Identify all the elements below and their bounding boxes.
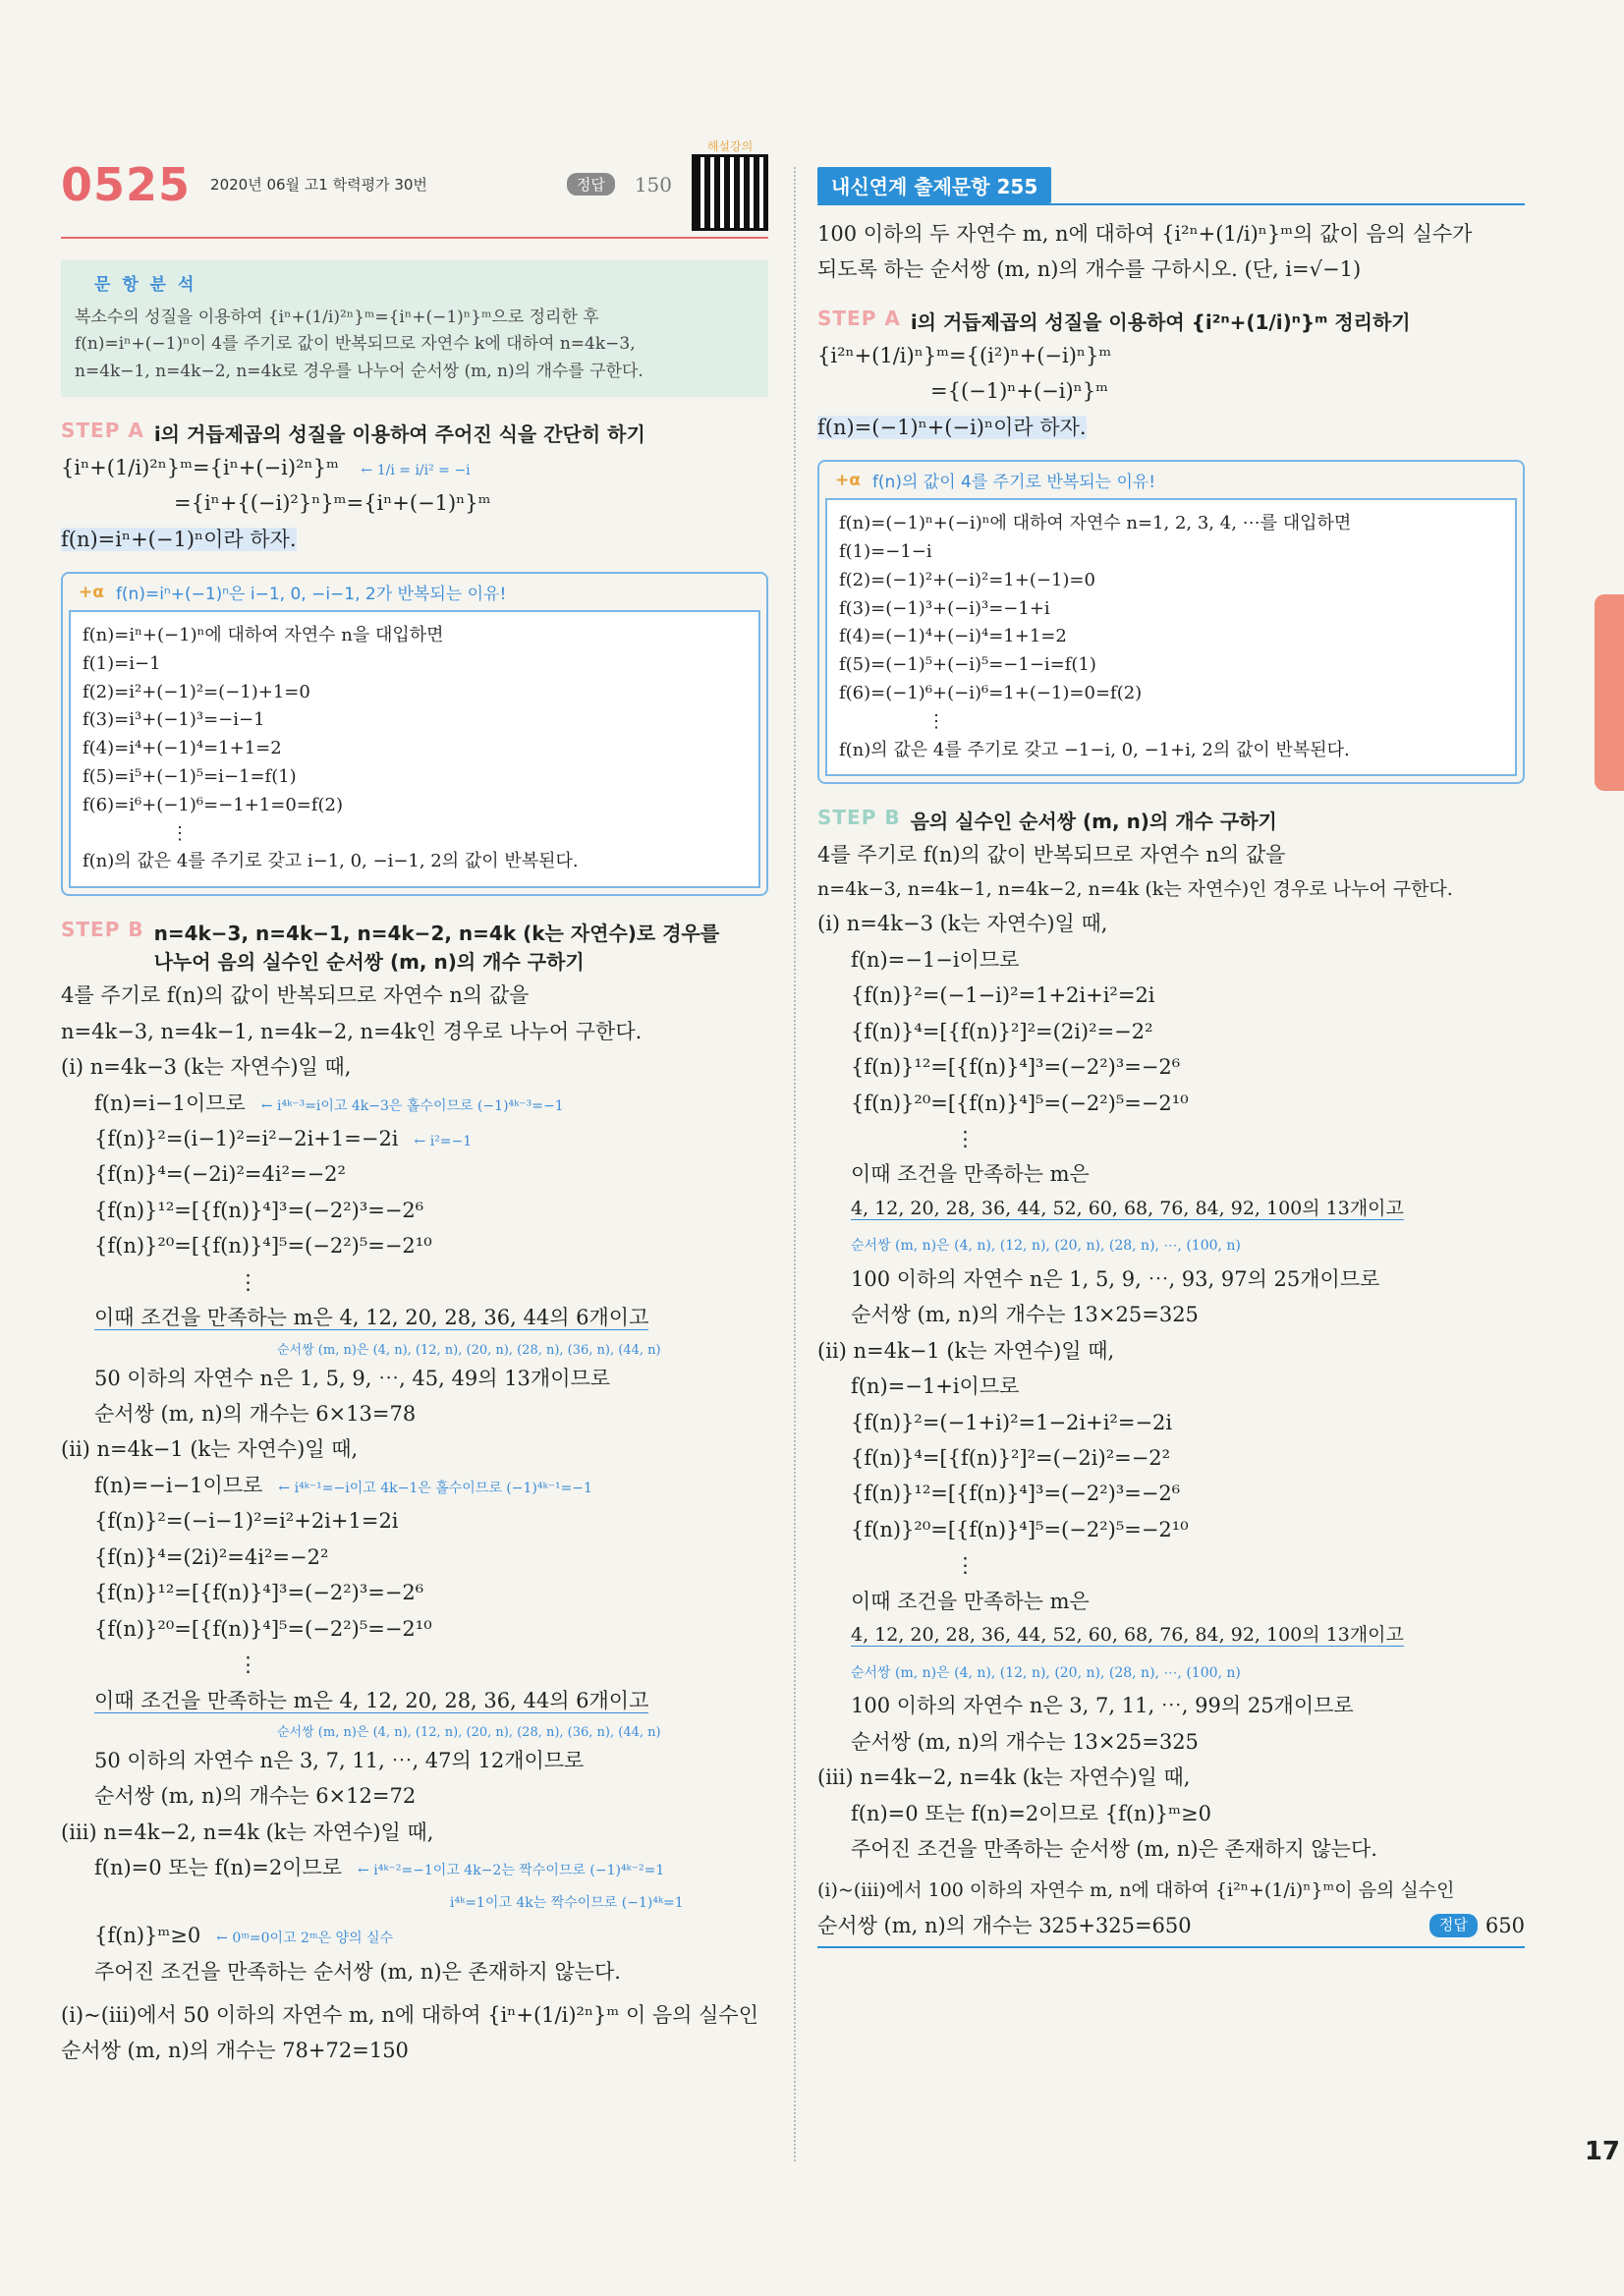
step-a-heading bbox=[817, 307, 1525, 335]
sub-note: 순서쌍 (m, n)은 (4, n), (12, n), (20, n), (28, n), (36, n), (44, n) bbox=[277, 1724, 661, 1740]
math-line: ={iⁿ+{(−i)²}ⁿ}ᵐ={iⁿ+(−1)ⁿ}ᵐ bbox=[174, 491, 491, 516]
sub-note: 순서쌍 (m, n)은 (4, n), (12, n), (20, n), (28, n), ⋯, (100, n) bbox=[851, 1664, 1241, 1681]
text-line: n=4k−3, n=4k−1, n=4k−2, n=4k (k는 자연수)인 경우로 나누어 구한다. bbox=[817, 877, 1453, 900]
answer-badge: 정답 bbox=[567, 173, 615, 196]
step-b-title-2: 나누어 음의 실수인 순서쌍 (m, n)의 개수 구하기 bbox=[153, 950, 585, 975]
box-line: f(1)=−1−i bbox=[839, 540, 932, 562]
case-heading: (ⅲ) n=4k−2, n=4k (k는 자연수)일 때, bbox=[817, 1765, 1191, 1790]
math-line: {f(n)}²⁰=[{f(n)}⁴]⁵=(−2²)⁵=−2¹⁰ bbox=[94, 1616, 432, 1641]
text-line: 순서쌍 (m, n)의 개수는 13×25=325 bbox=[851, 1303, 1199, 1327]
math-expr: {f(n)}²=(i−1)²=i²−2i+1=−2i bbox=[94, 1126, 399, 1150]
box-line: f(1)=i−1 bbox=[83, 652, 161, 674]
math-line: {f(n)}⁴=[{f(n)}²]²=(−2i)²=−2² bbox=[851, 1446, 1171, 1471]
question-line: 되도록 하는 순서쌍 (m, n)의 개수를 구하시오. (단, i=√−1) bbox=[817, 257, 1362, 282]
sub-note-line bbox=[817, 1655, 1525, 1685]
box-line: f(2)=i²+(−1)²=(−1)+1=0 bbox=[83, 681, 310, 702]
step-a-heading bbox=[61, 419, 768, 447]
underlined-text: 4, 12, 20, 28, 36, 44, 52, 60, 68, 76, 84, 92, 100의 13개이고 bbox=[851, 1197, 1404, 1219]
math-line: {f(n)}²=(−i−1)²=i²+2i+1=2i bbox=[94, 1509, 399, 1534]
conclusion-text: 순서쌍 (m, n)의 개수는 325+325=650 bbox=[817, 1913, 1192, 1937]
definition-line bbox=[817, 413, 1525, 442]
plus-alpha-box bbox=[817, 460, 1525, 784]
box-line: f(6)=i⁶+(−1)⁶=−1+1=0=f(2) bbox=[83, 794, 344, 815]
math-line: {f(n)}¹²=[{f(n)}⁴]³=(−2²)³=−2⁶ bbox=[94, 1581, 424, 1605]
conclusion-line: 순서쌍 (m, n)의 개수는 78+72=150 bbox=[61, 2039, 409, 2063]
box-line: f(5)=(−1)⁵+(−i)⁵=−1−i=f(1) bbox=[839, 654, 1096, 676]
naesin-badge: 내신연계 출제문항 255 bbox=[817, 167, 1051, 203]
math-line: {f(n)}¹²=[{f(n)}⁴]³=(−2²)³=−2⁶ bbox=[94, 1198, 424, 1222]
plus-alpha-icon: +α bbox=[835, 470, 861, 490]
text-line: n=4k−3, n=4k−1, n=4k−2, n=4k인 경우로 나누어 구한다. bbox=[61, 1019, 643, 1043]
analysis-line: n=4k−1, n=4k−2, n=4k로 경우를 나누어 순서쌍 (m, n)의 개수를 구한다. bbox=[75, 361, 644, 381]
text-line: 주어진 조건을 만족하는 순서쌍 (m, n)은 존재하지 않는다. bbox=[94, 1959, 621, 1984]
step-b-title bbox=[154, 918, 720, 975]
box-line: f(2)=(−1)²+(−i)²=1+(−1)=0 bbox=[839, 569, 1095, 590]
math-line: {i²ⁿ+(1/i)ⁿ}ᵐ={(i²)ⁿ+(−i)ⁿ}ᵐ bbox=[817, 343, 1112, 367]
left-column bbox=[61, 138, 768, 2072]
math-line: {f(n)}⁴=(−2i)²=4i²=−2² bbox=[94, 1162, 346, 1187]
definition-line bbox=[61, 525, 768, 554]
step-b-heading bbox=[817, 806, 1525, 834]
step-a-title: i의 거듭제곱의 성질을 이용하여 {i²ⁿ+(1/i)ⁿ}ᵐ 정리하기 bbox=[910, 309, 1411, 334]
case-heading: (ⅱ) n=4k−1 (k는 자연수)일 때, bbox=[817, 1338, 1115, 1363]
conclusion-line: (ⅰ)~(ⅲ)에서 100 이하의 자연수 m, n에 대하여 {i²ⁿ+(1/i)ⁿ}ᵐ이 음의 실수인 bbox=[817, 1879, 1455, 1902]
case-heading: (ⅲ) n=4k−2, n=4k (k는 자연수)일 때, bbox=[61, 1820, 434, 1844]
text-line: 주어진 조건을 만족하는 순서쌍 (m, n)은 존재하지 않는다. bbox=[851, 1836, 1377, 1861]
step-a-tag: STEP A bbox=[61, 418, 144, 442]
step-a-title: i의 거듭제곱의 성질을 이용하여 주어진 식을 간단히 하기 bbox=[153, 421, 645, 446]
side-note: ← 1/i = i/i² = −i bbox=[361, 462, 471, 478]
math-expr: f(n)=0 또는 f(n)=2이므로 bbox=[94, 1856, 343, 1880]
math-line: f(n)=−1+i이므로 bbox=[851, 1374, 1020, 1399]
case-heading: (ⅰ) n=4k−3 (k는 자연수)일 때, bbox=[61, 1055, 352, 1080]
qr-label: 해설강의 bbox=[706, 140, 754, 153]
answer-value: 150 bbox=[634, 172, 672, 196]
sub-note: 순서쌍 (m, n)은 (4, n), (12, n), (20, n), (28, n), (36, n), (44, n) bbox=[277, 1342, 661, 1358]
qr-block[interactable] bbox=[692, 138, 768, 231]
page-number: 17 bbox=[1584, 2137, 1620, 2166]
math-line: {f(n)}¹²=[{f(n)}⁴]³=(−2²)³=−2⁶ bbox=[851, 1055, 1181, 1080]
math-line: {f(n)}²=(−1−i)²=1+2i+i²=2i bbox=[851, 983, 1155, 1008]
problem-header bbox=[61, 138, 768, 239]
sub-note: 순서쌍 (m, n)은 (4, n), (12, n), (20, n), (28, n), ⋯, (100, n) bbox=[851, 1238, 1241, 1255]
box-line: f(5)=i⁵+(−1)⁵=i−1=f(1) bbox=[83, 766, 297, 788]
math-line: ⋮ bbox=[955, 1126, 976, 1150]
chapter-tab[interactable] bbox=[1595, 594, 1624, 791]
text-line: 100 이하의 자연수 n은 3, 7, 11, ⋯, 99의 25개이므로 bbox=[851, 1694, 1354, 1718]
text-line bbox=[61, 1303, 768, 1332]
text-line: 4를 주기로 f(n)의 값이 반복되므로 자연수 n의 값을 bbox=[817, 843, 1286, 868]
text-line: 순서쌍 (m, n)의 개수는 6×12=72 bbox=[94, 1784, 417, 1809]
box-line: ⋮ bbox=[927, 710, 945, 732]
math-line: {f(n)}⁴=[{f(n)}²]²=(2i)²=−2² bbox=[851, 1019, 1153, 1043]
box-line: f(n)의 값은 4를 주기로 갖고 i−1, 0, −i−1, 2의 값이 반복된다. bbox=[83, 851, 579, 872]
answer-badge: 정답 bbox=[1429, 1914, 1478, 1937]
case-heading: (ⅰ) n=4k−3 (k는 자연수)일 때, bbox=[817, 912, 1108, 936]
step-b-tag: STEP B bbox=[61, 918, 144, 942]
analysis-title: 문 항 분 석 bbox=[94, 275, 197, 295]
definition-text: f(n)=iⁿ+(−1)ⁿ이라 하자. bbox=[61, 527, 297, 551]
box-title: f(n)=iⁿ+(−1)ⁿ은 i−1, 0, −i−1, 2가 반복되는 이유! bbox=[115, 585, 507, 605]
side-note: ← i⁴ᵏ⁻²=−1이고 4k−2는 짝수이므로 (−1)⁴ᵏ⁻²=1 bbox=[358, 1863, 665, 1879]
side-note: ← 0ᵐ=0이고 2ᵐ은 양의 실수 bbox=[216, 1931, 394, 1947]
box-line: f(n)=(−1)ⁿ+(−i)ⁿ에 대하여 자연수 n=1, 2, 3, 4, ⋯를 대입하면 bbox=[839, 513, 1352, 534]
math-line: {f(n)}¹²=[{f(n)}⁴]³=(−2²)³=−2⁶ bbox=[851, 1482, 1181, 1506]
step-b-title: 음의 실수인 순서쌍 (m, n)의 개수 구하기 bbox=[910, 810, 1277, 834]
definition-text: f(n)=(−1)ⁿ+(−i)ⁿ이라 하자. bbox=[817, 415, 1087, 439]
math-line: f(n)=−1−i이므로 bbox=[851, 947, 1020, 972]
right-column bbox=[817, 167, 1525, 1954]
box-body bbox=[825, 498, 1517, 776]
math-line: {f(n)}²⁰=[{f(n)}⁴]⁵=(−2²)⁵=−2¹⁰ bbox=[851, 1517, 1189, 1541]
math-line bbox=[61, 1853, 768, 1882]
math-line: ⋮ bbox=[238, 1652, 258, 1677]
box-line: f(3)=i³+(−1)³=−i−1 bbox=[83, 709, 265, 731]
question-line: 100 이하의 두 자연수 m, n에 대하여 {i²ⁿ+(1/i)ⁿ}ᵐ의 값이 음의 실수가 bbox=[817, 222, 1473, 246]
math-line: {f(n)}²⁰=[{f(n)}⁴]⁵=(−2²)⁵=−2¹⁰ bbox=[94, 1234, 432, 1259]
math-expr: {f(n)}ᵐ≥0 bbox=[94, 1924, 201, 1948]
math-line bbox=[61, 1471, 768, 1500]
text-line: 100 이하의 자연수 n은 1, 5, 9, ⋯, 93, 97의 25개이므로 bbox=[851, 1266, 1380, 1291]
step-a-tag: STEP A bbox=[817, 306, 901, 330]
sub-note-line bbox=[817, 1228, 1525, 1258]
box-line: f(4)=(−1)⁴+(−i)⁴=1+1=2 bbox=[839, 626, 1067, 647]
text-line: 이때 조건을 만족하는 m은 bbox=[851, 1589, 1090, 1613]
step-b-title-1: n=4k−3, n=4k−1, n=4k−2, n=4k (k는 자연수)로 경우를 bbox=[153, 922, 720, 946]
plus-alpha-icon: +α bbox=[79, 582, 104, 602]
math-line: ={(−1)ⁿ+(−i)ⁿ}ᵐ bbox=[930, 379, 1109, 404]
box-line: f(n)=iⁿ+(−1)ⁿ에 대하여 자연수 n을 대입하면 bbox=[83, 625, 444, 646]
naesin-badge-row bbox=[817, 167, 1525, 205]
box-line: ⋮ bbox=[171, 822, 189, 844]
column-divider bbox=[794, 167, 796, 2161]
analysis-line: f(n)=iⁿ+(−1)ⁿ이 4를 주기로 값이 반복되므로 자연수 k에 대하여 n=4k−3, bbox=[75, 334, 636, 355]
math-expr: f(n)=i−1이므로 bbox=[94, 1091, 246, 1115]
analysis-box bbox=[61, 260, 768, 397]
math-line bbox=[61, 453, 768, 482]
text-line: 4를 주기로 f(n)의 값이 반복되므로 자연수 n의 값을 bbox=[61, 983, 530, 1008]
side-note: ← i⁴ᵏ⁻¹=−i이고 4k−1은 홀수이므로 (−1)⁴ᵏ⁻¹=−1 bbox=[278, 1480, 592, 1496]
answer-value: 650 bbox=[1484, 1913, 1525, 1937]
math-line: ⋮ bbox=[238, 1269, 258, 1294]
problem-number: 0525 bbox=[61, 157, 192, 211]
plus-alpha-box bbox=[61, 572, 768, 896]
math-line bbox=[61, 1124, 768, 1153]
math-line bbox=[61, 1089, 768, 1118]
problem-source: 2020년 06월 고1 학력평가 30번 bbox=[210, 176, 427, 194]
text-line bbox=[61, 1686, 768, 1715]
text-line: 50 이하의 자연수 n은 3, 7, 11, ⋯, 47의 12개이므로 bbox=[94, 1748, 585, 1772]
text-line: 50 이하의 자연수 n은 1, 5, 9, ⋯, 45, 49의 13개이므로 bbox=[94, 1366, 611, 1390]
analysis-line: 복소수의 성질을 이용하여 {iⁿ+(1/i)²ⁿ}ᵐ={iⁿ+(−1)ⁿ}ᵐ으로 정리한 후 bbox=[75, 308, 599, 328]
step-b-tag: STEP B bbox=[817, 806, 901, 830]
math-line: {f(n)}²⁰=[{f(n)}⁴]⁵=(−2²)⁵=−2¹⁰ bbox=[851, 1091, 1189, 1115]
math-expr: f(n)=−i−1이므로 bbox=[94, 1473, 263, 1497]
underlined-text: 이때 조건을 만족하는 m은 4, 12, 20, 28, 36, 44의 6개이고 bbox=[94, 1688, 649, 1712]
box-header bbox=[63, 574, 766, 610]
math-line: {f(n)}⁴=(2i)²=4i²=−2² bbox=[94, 1544, 329, 1569]
case-heading: (ⅱ) n=4k−1 (k는 자연수)일 때, bbox=[61, 1437, 359, 1462]
qr-code-icon[interactable] bbox=[692, 154, 768, 231]
box-line: f(n)의 값은 4를 주기로 갖고 −1−i, 0, −1+i, 2의 값이 반복된다. bbox=[839, 739, 1350, 760]
side-note: i⁴ᵏ=1이고 4k는 짝수이므로 (−1)⁴ᵏ=1 bbox=[450, 1894, 684, 1911]
underlined-text: 이때 조건을 만족하는 m은 4, 12, 20, 28, 36, 44의 6개이고 bbox=[94, 1306, 649, 1330]
box-title: f(n)의 값이 4를 주기로 반복되는 이유! bbox=[871, 473, 1156, 493]
math-line: f(n)=0 또는 f(n)=2이므로 {f(n)}ᵐ≥0 bbox=[851, 1801, 1211, 1825]
math-line bbox=[61, 1921, 768, 1950]
text-line: 이때 조건을 만족하는 m은 bbox=[851, 1162, 1090, 1187]
text-line bbox=[817, 1622, 1525, 1650]
side-note: ← i²=−1 bbox=[414, 1133, 473, 1149]
box-line: f(3)=(−1)³+(−i)³=−1+i bbox=[839, 597, 1050, 619]
side-note: ← i⁴ᵏ⁻³=i이고 4k−3은 홀수이므로 (−1)⁴ᵏ⁻³=−1 bbox=[260, 1097, 564, 1114]
math-line: {f(n)}²=(−1+i)²=1−2i+i²=−2i bbox=[851, 1410, 1173, 1434]
box-body bbox=[69, 610, 760, 888]
text-line: 순서쌍 (m, n)의 개수는 13×25=325 bbox=[851, 1729, 1199, 1754]
box-line: f(4)=i⁴+(−1)⁴=1+1=2 bbox=[83, 738, 282, 759]
step-b-heading bbox=[61, 918, 768, 975]
math-expr: {iⁿ+(1/i)²ⁿ}ᵐ={iⁿ+(−i)²ⁿ}ᵐ bbox=[61, 455, 339, 479]
text-line: 순서쌍 (m, n)의 개수는 6×13=78 bbox=[94, 1402, 417, 1427]
side-note-line bbox=[61, 1885, 768, 1915]
conclusion-line bbox=[817, 1911, 1525, 1948]
text-line bbox=[817, 1196, 1525, 1223]
conclusion-line: (ⅰ)~(ⅲ)에서 50 이하의 자연수 m, n에 대하여 {iⁿ+(1/i)²ⁿ}ᵐ 이 음의 실수인 bbox=[61, 2003, 759, 2028]
underlined-text: 4, 12, 20, 28, 36, 44, 52, 60, 68, 76, 84, 92, 100의 13개이고 bbox=[851, 1624, 1404, 1647]
box-header bbox=[819, 462, 1523, 498]
math-line: ⋮ bbox=[955, 1553, 976, 1578]
box-line: f(6)=(−1)⁶+(−i)⁶=1+(−1)=0=f(2) bbox=[839, 682, 1143, 703]
